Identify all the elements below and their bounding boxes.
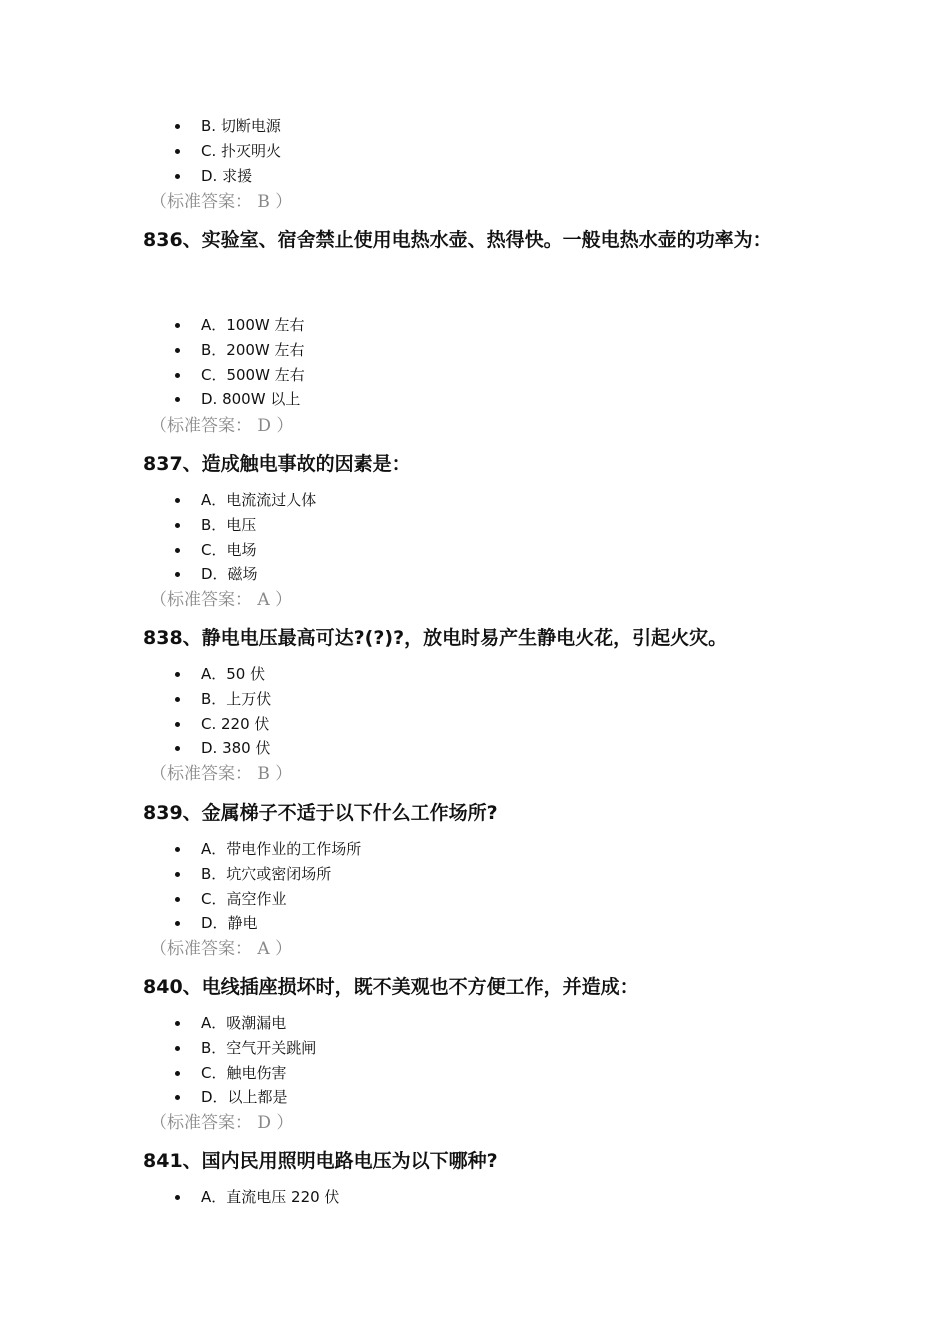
option-item: C．电场 (172, 538, 772, 563)
option-list (172, 662, 772, 761)
question-840: 840、电线插座损坏时，既不美观也不方便工作，并造成： (143, 976, 639, 998)
bullet-icon (175, 174, 180, 179)
option-list (172, 488, 772, 587)
option-item: B．坑穴或密闭场所 (172, 862, 772, 887)
option-item: C. 220 伏 (172, 712, 772, 737)
bullet-icon (175, 523, 180, 528)
bullet-icon (175, 373, 180, 378)
bullet-icon (175, 124, 180, 129)
bullet-icon (175, 672, 180, 677)
bullet-icon (175, 348, 180, 353)
option-item: D．磁场 (172, 562, 772, 587)
question-837: 837、造成触电事故的因素是： (143, 453, 411, 475)
bullet-icon (175, 548, 180, 553)
option-list (172, 837, 772, 936)
standard-answer: （标准答案： A ） (150, 939, 293, 959)
question-836: 836、实验室、宿舍禁止使用电热水壶、热得快。一般电热水壶的功率为： (143, 229, 772, 251)
bullet-icon (175, 1021, 180, 1026)
bullet-icon (175, 697, 180, 702)
option-item: A．100W 左右 (172, 313, 772, 338)
standard-answer: （标准答案： A ） (150, 590, 293, 610)
bullet-icon (175, 746, 180, 751)
option-item: D．以上都是 (172, 1085, 772, 1110)
bullet-icon (175, 897, 180, 902)
option-list (172, 313, 772, 412)
option-item: C．触电伤害 (172, 1061, 772, 1086)
option-item: D. 380 伏 (172, 736, 772, 761)
bullet-icon (175, 1095, 180, 1100)
option-item: B．电压 (172, 513, 772, 538)
option-item: D. 800W 以上 (172, 387, 772, 412)
option-item: A．吸潮漏电 (172, 1011, 772, 1036)
option-item: C．500W 左右 (172, 363, 772, 388)
bullet-icon (175, 498, 180, 503)
option-item: A．50 伏 (172, 662, 772, 687)
option-list (172, 1011, 772, 1110)
standard-answer: （标准答案： B ） (150, 192, 293, 212)
option-item: D．静电 (172, 911, 772, 936)
option-item: B．上万伏 (172, 687, 772, 712)
option-item: C．高空作业 (172, 887, 772, 912)
question-838: 838、静电电压最高可达?(?)?，放电时易产生静电火花，引起火灾。 (143, 627, 728, 649)
question-839: 839、金属梯子不适于以下什么工作场所? (143, 802, 498, 824)
question-841: 841、国内民用照明电路电压为以下哪种? (143, 1150, 498, 1172)
option-item: C. 扑灭明火 (172, 139, 772, 164)
option-item: A．带电作业的工作场所 (172, 837, 772, 862)
option-item: B. 切断电源 (172, 114, 772, 139)
bullet-icon (175, 872, 180, 877)
bullet-icon (175, 1046, 180, 1051)
bullet-icon (175, 572, 180, 577)
bullet-icon (175, 722, 180, 727)
bullet-icon (175, 921, 180, 926)
standard-answer: （标准答案： D ） (150, 416, 294, 436)
option-item: A．直流电压 220 伏 (172, 1185, 772, 1210)
bullet-icon (175, 1071, 180, 1076)
option-list (172, 1185, 772, 1210)
option-item: B．200W 左右 (172, 338, 772, 363)
standard-answer: （标准答案： D ） (150, 1113, 294, 1133)
option-item: B．空气开关跳闸 (172, 1036, 772, 1061)
bullet-icon (175, 847, 180, 852)
bullet-icon (175, 397, 180, 402)
bullet-icon (175, 1195, 180, 1200)
bullet-icon (175, 149, 180, 154)
option-list (172, 114, 772, 188)
bullet-icon (175, 323, 180, 328)
option-item: D. 求援 (172, 164, 772, 189)
standard-answer: （标准答案： B ） (150, 764, 293, 784)
option-item: A．电流流过人体 (172, 488, 772, 513)
